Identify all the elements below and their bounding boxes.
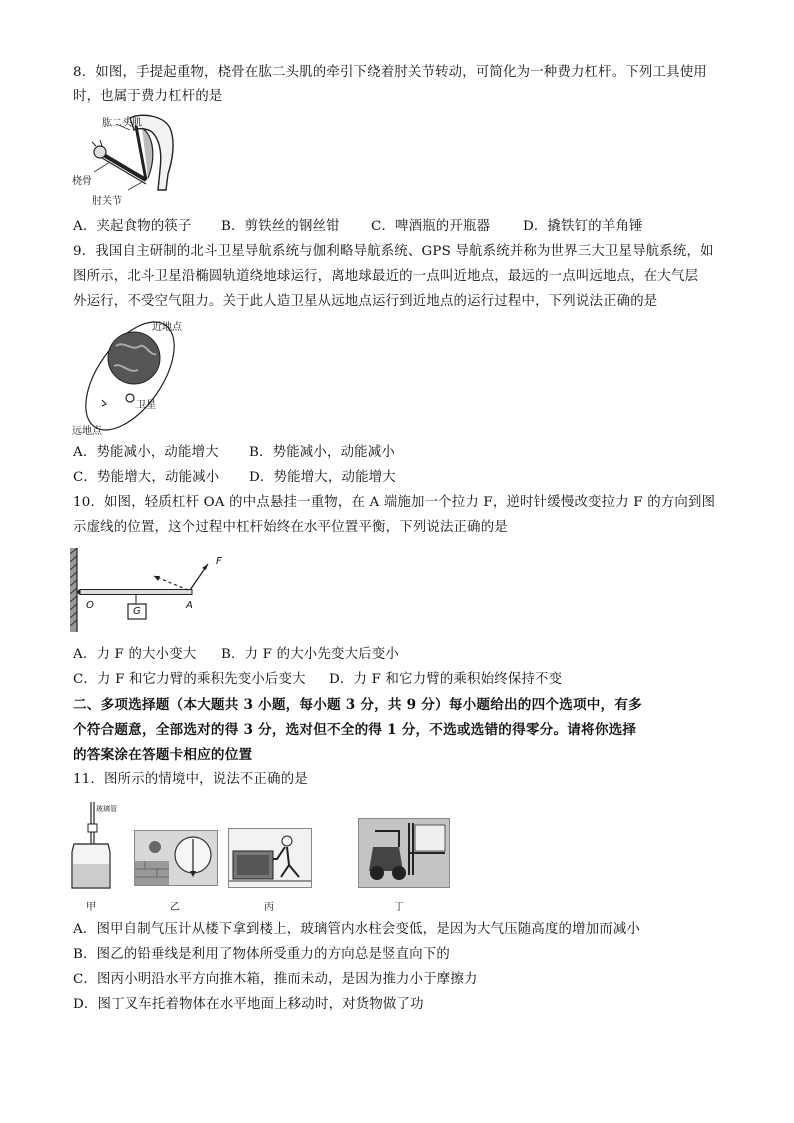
label-elbow: 肘关节 [92,196,122,207]
q10-option-d[interactable]: D．力 F 和它力臂的乘积始终保持不变 [329,672,563,687]
label-radius: 桡骨 [72,176,92,187]
q9-stem-line3: 外运行，不受空气阻力。关于此人造卫星从远地点运行到近地点的运行过程中，下列说法正确的是 [73,294,658,309]
push-box-photo [228,828,312,888]
label-A: A [186,600,193,611]
q9-option-b[interactable]: B．势能减小，动能减小 [249,445,395,460]
label-perigee: 近地点 [152,322,182,333]
q11-option-c[interactable]: C．图丙小明沿水平方向推木箱，推而未动，是因为推力小于摩擦力 [73,972,478,987]
q8-stem-line1: 8．如图，手提起重物，桡骨在肱二头肌的牵引下绕着肘关节转动，可简化为一种费力杠杆。下列工具使用 [73,65,707,80]
q11-option-a[interactable]: A．图甲自制气压计从楼下拿到楼上，玻璃管内水柱会变低，是因为大气压随高度的增加而减小 [73,922,641,937]
q9-options-row2 [73,469,493,487]
label-F: F [216,556,222,567]
label-satellite: 卫星 [136,400,156,411]
q10-stem-line1: 10．如图，轻质杠杆 OA 的中点悬挂一重物，在 A 端施加一个拉力 F，逆时针缓慢改变拉力 F 的方向到图 [73,495,716,510]
label-yi: 乙 [170,902,180,913]
label-tube: 玻璃管 [96,805,117,813]
satellite-orbit-diagram [72,316,202,436]
label-bing: 丙 [264,902,274,913]
q8-arm-figure [72,110,192,210]
label-biceps: 肱二头肌 [102,118,142,129]
q10-lever-figure [70,548,240,634]
lever-diagram [70,548,240,634]
q9-orbit-figure [72,316,202,436]
q11-option-d[interactable]: D．图丁叉车托着物体在水平地面上移动时，对货物做了功 [73,997,424,1012]
q11-figures [66,800,466,912]
label-apogee: 远地点 [72,426,102,437]
section2-heading-line2: 个符合题意，全部选对的得 3 分，选对但不全的得 1 分，不选或选错的得零分。请将你选择 [73,722,637,738]
q10-stem-line2: 示虚线的位置，这个过程中杠杆始终在水平位置平衡，下列说法正确的是 [73,520,508,535]
q10-options-row1 [73,646,493,664]
plumb-line-photo [134,830,218,886]
forklift-photo [358,818,450,888]
q10-option-a[interactable]: A．力 F 的大小变大 [73,647,197,662]
q8-option-c[interactable]: C．啤酒瓶的开瓶器 [371,219,491,234]
q9-option-d[interactable]: D．势能增大，动能增大 [249,470,396,485]
q10-option-c[interactable]: C．力 F 和它力臂的乘积先变小后变大 [73,672,306,687]
q8-stem-line2: 时，也属于费力杠杆的是 [73,89,223,104]
q9-stem-line1: 9．我国自主研制的北斗卫星导航系统与伽利略导航系统、GPS 导航系统并称为世界三大卫星导航系统，如 [73,244,714,259]
section2-heading-line3: 的答案涂在答题卡相应的位置 [73,747,253,763]
barometer-bottle-icon [66,800,116,896]
q8-options [73,218,753,236]
q11-stem: 11．图所示的情境中，说法不正确的是 [73,772,308,787]
q9-option-c[interactable]: C．势能增大，动能减小 [73,470,220,485]
label-O: O [86,600,94,611]
q10-option-b[interactable]: B．力 F 的大小先变大后变小 [221,647,399,662]
q9-option-a[interactable]: A．势能减小，动能增大 [73,445,219,460]
label-jia: 甲 [86,902,96,913]
section2-heading-line1: 二、多项选择题（本大题共 3 小题，每小题 3 分，共 9 分）每小题给出的四个选项中，有多 [73,697,642,713]
q9-stem-line2: 图所示，北斗卫星沿椭圆轨道绕地球运行，离地球最近的一点叫近地点，最远的一点叫远地点，在大气层 [73,269,699,284]
q8-option-b[interactable]: B．剪铁丝的钢丝钳 [221,219,340,234]
q8-option-d[interactable]: D．撬铁钉的羊角锤 [523,219,643,234]
q9-options-row1 [73,444,493,462]
q10-options-row2 [73,671,653,689]
q8-option-a[interactable]: A．夹起食物的筷子 [73,219,192,234]
label-ding: 丁 [394,902,404,913]
q11-option-b[interactable]: B．图乙的铅垂线是利用了物体所受重力的方向总是竖直向下的 [73,947,450,962]
label-G: G [133,606,141,617]
